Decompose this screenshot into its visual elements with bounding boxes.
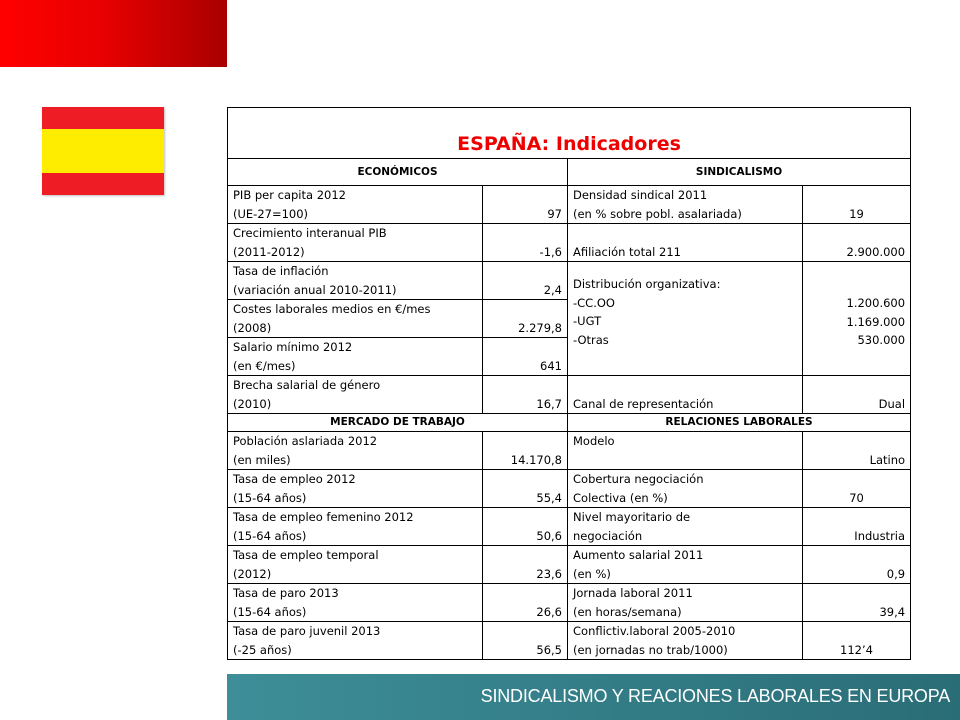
section-header-economicos: ECONÓMICOS bbox=[228, 159, 568, 186]
indicator-value: 26,6 bbox=[483, 584, 568, 622]
indicator-value: 112’4 bbox=[803, 622, 911, 660]
indicator-label: Tasa de empleo femenino 2012 (15-64 años) bbox=[228, 508, 483, 546]
indicator-label: Tasa de empleo 2012 (15-64 años) bbox=[228, 470, 483, 508]
table-row bbox=[228, 546, 911, 584]
indicator-label: Afiliación total 211 bbox=[568, 224, 803, 262]
table-row bbox=[228, 432, 911, 470]
indicator-value: Industria bbox=[803, 508, 911, 546]
table-row bbox=[228, 262, 911, 300]
indicator-label: Modelo bbox=[568, 432, 803, 470]
corner-red-banner bbox=[0, 0, 227, 67]
indicator-value: 70 bbox=[803, 470, 911, 508]
table-row bbox=[228, 224, 911, 262]
indicator-label: Densidad sindical 2011 (en % sobre pobl. asalariada) bbox=[568, 186, 803, 224]
indicator-label: Canal de representación bbox=[568, 376, 803, 414]
indicator-label: PIB per capita 2012 (UE-27=100) bbox=[228, 186, 483, 224]
distribution-values-cell bbox=[803, 262, 911, 376]
indicator-value: 2.900.000 bbox=[803, 224, 911, 262]
indicator-label: Aumento salarial 2011 (en %) bbox=[568, 546, 803, 584]
indicator-label: Salario mínimo 2012 (en €/mes) bbox=[228, 338, 483, 376]
indicator-label: Tasa de paro juvenil 2013 (-25 años) bbox=[228, 622, 483, 660]
distribution-value: 1.169.000 bbox=[846, 314, 906, 329]
table-row bbox=[228, 186, 911, 224]
page-title: ESPAÑA: Indicadores bbox=[228, 108, 911, 159]
indicator-label: Brecha salarial de género (2010) bbox=[228, 376, 483, 414]
distribution-item: -UGT bbox=[573, 314, 602, 328]
indicator-value: 2,4 bbox=[483, 262, 568, 300]
section-header-sindicalismo: SINDICALISMO bbox=[568, 159, 911, 186]
table-row bbox=[228, 470, 911, 508]
indicator-value: 2.279,8 bbox=[483, 300, 568, 338]
section-header-mercado: MERCADO DE TRABAJO bbox=[228, 414, 568, 432]
distribution-label: Distribución organizativa: bbox=[573, 277, 721, 291]
indicator-value: 55,4 bbox=[483, 470, 568, 508]
distribution-value: 530.000 bbox=[857, 333, 906, 347]
indicator-label: Nivel mayoritario de negociación bbox=[568, 508, 803, 546]
indicator-label: Población aslariada 2012 (en miles) bbox=[228, 432, 483, 470]
spain-flag-icon bbox=[42, 107, 164, 195]
indicator-label: Costes laborales medios en €/mes (2008) bbox=[228, 300, 483, 338]
distribution-item: -Otras bbox=[573, 332, 609, 347]
footer-title: SINDICALISMO Y REACIONES LABORALES EN EUROPA bbox=[480, 686, 950, 706]
indicator-value: 19 bbox=[803, 186, 911, 224]
table-row bbox=[228, 376, 911, 414]
indicator-value: 97 bbox=[483, 186, 568, 224]
footer-bar bbox=[227, 674, 960, 720]
indicator-value: 56,5 bbox=[483, 622, 568, 660]
section-header-relaciones: RELACIONES LABORALES bbox=[568, 414, 911, 432]
indicator-value: 14.170,8 bbox=[483, 432, 568, 470]
indicator-value: Dual bbox=[803, 376, 911, 414]
table-row bbox=[228, 584, 911, 622]
indicators-table bbox=[227, 107, 911, 660]
indicator-label: Jornada laboral 2011 (en horas/semana) bbox=[568, 584, 803, 622]
indicator-value: 16,7 bbox=[483, 376, 568, 414]
distribution-item: -CC.OO bbox=[573, 295, 615, 310]
indicator-value: Latino bbox=[803, 432, 911, 470]
indicator-label: Tasa de paro 2013 (15-64 años) bbox=[228, 584, 483, 622]
indicator-value: 0,9 bbox=[803, 546, 911, 584]
indicator-value: 641 bbox=[483, 338, 568, 376]
distribution-value: 1.200.600 bbox=[846, 296, 906, 310]
indicator-label: Conflictiv.laboral 2005-2010 (en jornadas no trab/1000) bbox=[568, 622, 803, 660]
indicator-label: Tasa de empleo temporal (2012) bbox=[228, 546, 483, 584]
indicator-label: Tasa de inflación (variación anual 2010-2011) bbox=[228, 262, 483, 300]
distribution-label-cell bbox=[568, 262, 803, 376]
indicator-label: Crecimiento interanual PIB (2011-2012) bbox=[228, 224, 483, 262]
indicator-label: Cobertura negociación Colectiva (en %) bbox=[568, 470, 803, 508]
indicator-value: 50,6 bbox=[483, 508, 568, 546]
indicator-value: 23,6 bbox=[483, 546, 568, 584]
table-row bbox=[228, 622, 911, 660]
table-row bbox=[228, 508, 911, 546]
indicator-value: -1,6 bbox=[483, 224, 568, 262]
indicator-value: 39,4 bbox=[803, 584, 911, 622]
